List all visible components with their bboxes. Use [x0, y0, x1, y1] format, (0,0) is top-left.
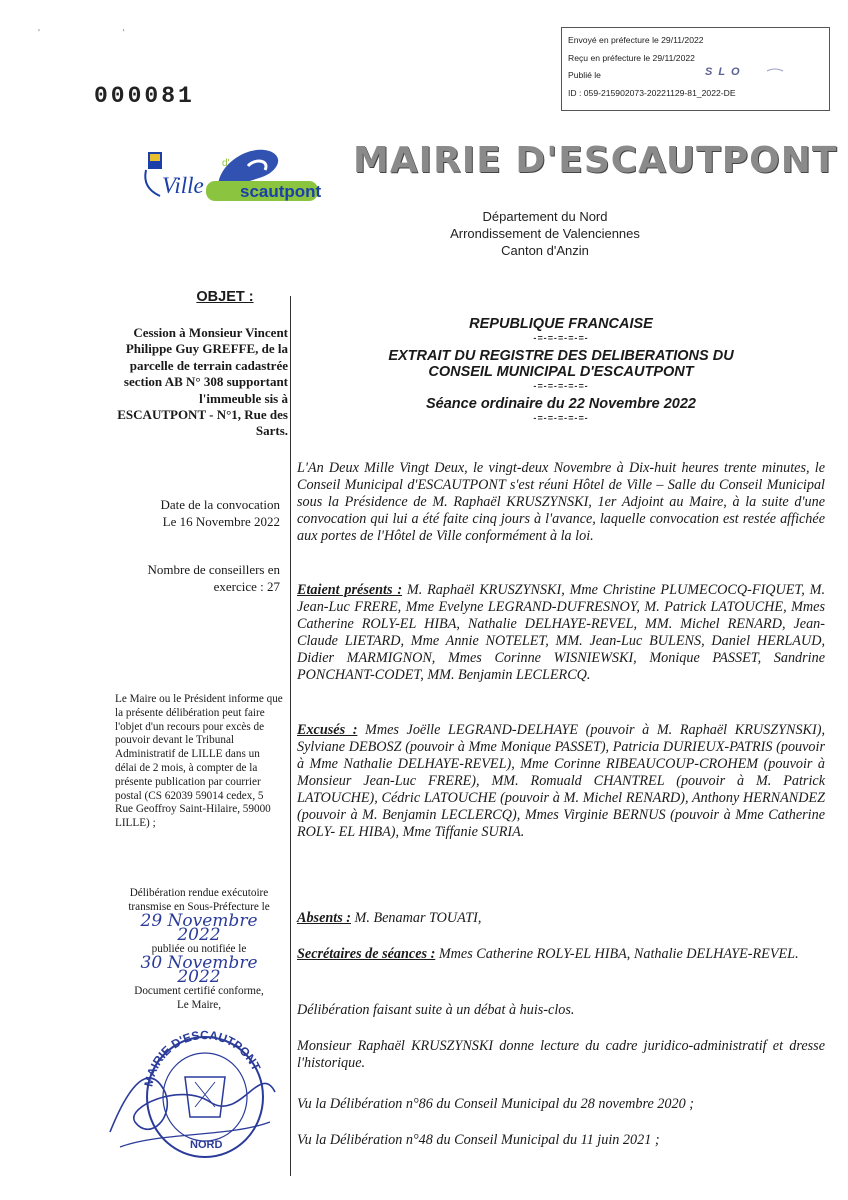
absents-label: Absents :	[297, 910, 351, 926]
excuses-list: Mmes Joëlle LEGRAND-DELHAYE (pouvoir à M. Raphaël KRUSZYNSKI), Sylviane DEBOSZ (pouvoir à Mme Monique PASSET), Patricia DURIEUX-PATRIS (pouvoir à Mme Nathalie DELHAYE-REVEL), Mme Corinne RIBEAUCOUP-CROHEM (pouvoir à Monsieur Jean-Luc FRERE), MM. Romuald CHANTREL (pouvoir à M. Patrick LATOUCHE), Cédric LATOUCHE (pouvoir à M. Michel RENARD), Anthony HERNANDEZ (pouvoir à M. Benjamin LECLERCQ), Mmes Virginie BERNUS (pouvoir à Mme Catherine ROLY- EL HIBA), Mme Tiffanie SURIA.	[297, 722, 825, 840]
recours-notice: Le Maire ou le Président informe que la présente délibération peut faire l'objet d'un recours pour excès de pouvoir devant le Tribunal Administratif de LILLE dans un délai de 2 mois, à compter de la présente publication par courrier postal (CS 62039 59014 cedex, 5 Rue Geoffroy Saint-Hilaire, 59000 LILLE) ;	[115, 693, 283, 830]
departement-text: Département du Nord	[482, 209, 608, 224]
handwritten-date-2: 30 Novembre 2022	[140, 953, 258, 987]
executoire-text-2: publiée ou notifiée le	[151, 943, 247, 955]
conseillers-label: Nombre de conseillers en	[147, 562, 280, 577]
executoire-text-4: Le Maire,	[176, 999, 222, 1011]
separator-3: -=-=-=-=-=-	[533, 413, 589, 423]
logo-escautpont-text: scautpont	[240, 182, 322, 201]
seance-heading: Séance ordinaire du 22 Novembre 2022	[426, 396, 696, 412]
separator-1: -=-=-=-=-=-	[533, 333, 589, 343]
secretaires-label: Secrétaires de séances :	[297, 946, 436, 962]
extrait-heading-2: CONSEIL MUNICIPAL D'ESCAUTPONT	[428, 364, 694, 380]
canton-text: Canton d'Anzin	[501, 243, 589, 258]
envoye-text: Envoyé en préfecture le 29/11/2022	[568, 35, 704, 45]
vu-2-paragraph: Vu la Délibération n°48 du Conseil Municipal du 11 juin 2021 ;	[297, 1132, 660, 1148]
publie-text: Publié le	[568, 70, 601, 80]
id-text: ID : 059-215902073-20221129-81_2022-DE	[568, 87, 736, 98]
objet-text: Cession à Monsieur Vincent Philippe Guy GREFFE, de la parcelle de terrain cadastrée section AB N° 308 supportant l'immeuble sis à ESCAUTPONT - N°1, Rue des Sarts.	[117, 325, 288, 439]
excuses-paragraph	[297, 722, 825, 841]
separator-2: -=-=-=-=-=-	[533, 381, 589, 391]
conseillers-block	[110, 562, 280, 595]
presents-list: M. Raphaël KRUSZYNSKI, Mme Christine PLUMECOCQ-FIQUET, M. Jean-Luc FRERE, Mme Evelyne LEGRAND-DUFRESNOY, M. Patrick LATOUCHE, Mmes Catherine ROLY-EL HIBA, Nathalie DELHAYE-REVEL, MM. Michel RENARD, Jean-Claude LIETARD, Mme Annie NOTELET, MM. Jean-Luc BULENS, Daniel HERLAUD, Didier MARMIGNON, Mmes Corinne WISNIEWSKI, Monique PASSET, Sandrine PONCHANT-CODET, MM. Benjamin LECLERCQ.	[297, 582, 825, 683]
ville-escautpont-logo	[140, 138, 330, 213]
handwritten-date-1: 29 Novembre 2022	[140, 911, 258, 945]
scan-marks: ' '	[38, 28, 165, 39]
executoire-block	[120, 886, 278, 1176]
convocation-date: Le 16 Novembre 2022	[162, 513, 280, 529]
convocation-block	[110, 497, 280, 530]
mairie-seal	[90, 1022, 278, 1176]
republique-heading: REPUBLIQUE FRANCAISE	[469, 316, 653, 332]
intro-paragraph: L'An Deux Mille Vingt Deux, le vingt-deux Novembre à Dix-huit heures trente minutes, le Conseil Municipal d'ESCAUTPONT s'est réuni Hôtel de Ville – Salle du Conseil Municipal sous la Présidence de M. Raphaël KRUSZYNSKI, 1er Adjoint au Maire, à la suite d'une convocation qui lui a été faite cinq jours à l'avance, laquelle convocation est restée affichée aux portes de l'Hôtel de Ville conformément à la loi.	[297, 460, 825, 544]
secretaires-paragraph	[297, 946, 825, 963]
excuses-label: Excusés :	[297, 722, 358, 738]
secretaires-list: Mmes Catherine ROLY-EL HIBA, Nathalie DELHAYE-REVEL.	[435, 946, 799, 962]
svg-text:SLO: SLO	[705, 66, 746, 77]
logo-ville-text: Ville	[162, 173, 204, 198]
lecture-paragraph: Monsieur Raphaël KRUSZYNSKI donne lecture du cadre juridico-administratif et dresse l'historique.	[297, 1038, 825, 1071]
mairie-title: MAIRIE D'ESCAUTPONT	[353, 140, 838, 181]
slo-stamp-logo	[705, 65, 785, 84]
left-column	[110, 289, 288, 1151]
departement-block	[410, 208, 680, 259]
objet-label: OBJET :	[196, 289, 254, 305]
recu-text: Reçu en préfecture le 29/11/2022	[568, 52, 695, 63]
document-number: 000081	[94, 83, 195, 109]
extrait-heading-1: EXTRAIT DU REGISTRE DES DELIBERATIONS DU	[388, 348, 734, 364]
svg-text:NORD: NORD	[190, 1139, 223, 1151]
svg-text:MAIRIE D'ESCAUTPONT: MAIRIE D'ESCAUTPONT	[141, 1027, 264, 1088]
conseillers-value: exercice : 27	[213, 578, 280, 594]
executoire-text-3: Document certifié conforme,	[134, 985, 264, 997]
slo-logo-icon	[705, 65, 785, 77]
absents-paragraph	[297, 910, 825, 927]
seal-signature-icon	[90, 1022, 290, 1172]
convocation-label: Date de la convocation	[160, 497, 280, 512]
column-divider	[290, 296, 291, 1176]
vu-1-paragraph: Vu la Délibération n°86 du Conseil Municipal du 28 novembre 2020 ;	[297, 1096, 694, 1112]
header-block	[297, 316, 825, 424]
huis-clos-paragraph: Délibération faisant suite à un débat à huis-clos.	[297, 1002, 575, 1018]
presents-label: Etaient présents :	[297, 582, 403, 598]
arrondissement-text: Arrondissement de Valenciennes	[450, 226, 640, 241]
svg-text:d': d'	[222, 158, 230, 169]
presents-paragraph	[297, 582, 825, 684]
absents-list: M. Benamar TOUATI,	[351, 910, 482, 926]
executoire-text-1: Délibération rendue exécutoire transmise en Sous-Préfecture le	[128, 887, 270, 913]
prefecture-stamp-box	[561, 27, 830, 111]
